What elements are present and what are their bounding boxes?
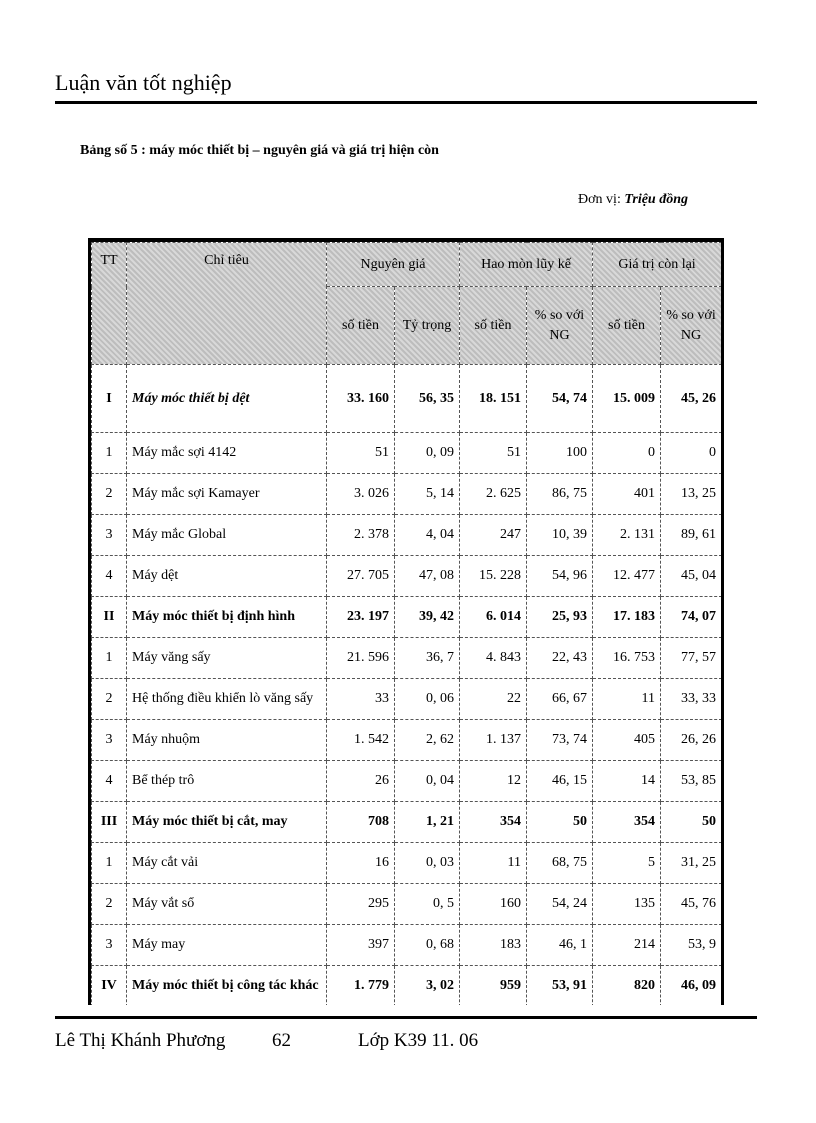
table-row bbox=[92, 802, 722, 843]
unit-value: Triệu đồng bbox=[624, 192, 688, 207]
pct-line2: NG bbox=[549, 327, 570, 343]
pct-line1: % so với bbox=[666, 307, 716, 323]
cell-nguyen-gia: 21. 596 bbox=[327, 638, 395, 679]
cell-ty-trong: 47, 08 bbox=[395, 556, 460, 597]
table-row bbox=[92, 720, 722, 761]
cell-gia-tri: 12. 477 bbox=[593, 556, 661, 597]
table-row bbox=[92, 843, 722, 884]
table-row bbox=[92, 433, 722, 474]
page-header-title: Luận văn tốt nghiệp bbox=[55, 70, 232, 95]
cell-gia-tri: 401 bbox=[593, 474, 661, 515]
cell-nguyen-gia: 51 bbox=[327, 433, 395, 474]
equipment-table bbox=[88, 238, 724, 1005]
cell-name: Máy may bbox=[127, 925, 327, 966]
unit-prefix: Đơn vị: bbox=[578, 192, 621, 207]
cell-gia-tri-pct: 89, 61 bbox=[661, 515, 722, 556]
header-so-tien: số tiền bbox=[327, 287, 395, 365]
cell-hao-mon: 959 bbox=[460, 966, 527, 1006]
table-row bbox=[92, 365, 722, 433]
cell-ty-trong: 0, 06 bbox=[395, 679, 460, 720]
cell-nguyen-gia: 708 bbox=[327, 802, 395, 843]
cell-nguyen-gia: 33. 160 bbox=[327, 365, 395, 433]
table-row bbox=[92, 679, 722, 720]
cell-nguyen-gia: 16 bbox=[327, 843, 395, 884]
cell-hao-mon-pct: 86, 75 bbox=[527, 474, 593, 515]
table-row bbox=[92, 761, 722, 802]
cell-hao-mon: 247 bbox=[460, 515, 527, 556]
table-row bbox=[92, 474, 722, 515]
cell-gia-tri-pct: 74, 07 bbox=[661, 597, 722, 638]
cell-gia-tri: 0 bbox=[593, 433, 661, 474]
cell-nguyen-gia: 33 bbox=[327, 679, 395, 720]
cell-gia-tri: 14 bbox=[593, 761, 661, 802]
cell-nguyen-gia: 1. 779 bbox=[327, 966, 395, 1006]
cell-tt: II bbox=[92, 597, 127, 638]
header-tt: TT bbox=[92, 243, 127, 365]
cell-tt: 3 bbox=[92, 720, 127, 761]
cell-gia-tri-pct: 31, 25 bbox=[661, 843, 722, 884]
cell-nguyen-gia: 26 bbox=[327, 761, 395, 802]
cell-hao-mon-pct: 66, 67 bbox=[527, 679, 593, 720]
cell-gia-tri: 2. 131 bbox=[593, 515, 661, 556]
table-caption: Bảng số 5 : máy móc thiết bị – nguyên giá và giá trị hiện còn bbox=[80, 143, 439, 158]
cell-ty-trong: 0, 09 bbox=[395, 433, 460, 474]
cell-gia-tri-pct: 13, 25 bbox=[661, 474, 722, 515]
cell-nguyen-gia: 23. 197 bbox=[327, 597, 395, 638]
cell-hao-mon-pct: 53, 91 bbox=[527, 966, 593, 1006]
cell-gia-tri: 135 bbox=[593, 884, 661, 925]
cell-name: Máy vắt sổ bbox=[127, 884, 327, 925]
cell-hao-mon: 2. 625 bbox=[460, 474, 527, 515]
cell-hao-mon: 183 bbox=[460, 925, 527, 966]
cell-tt: 1 bbox=[92, 843, 127, 884]
cell-gia-tri: 17. 183 bbox=[593, 597, 661, 638]
footer-page-number: 62 bbox=[272, 1030, 291, 1051]
cell-gia-tri: 11 bbox=[593, 679, 661, 720]
table-row bbox=[92, 597, 722, 638]
cell-name: Máy cắt vải bbox=[127, 843, 327, 884]
cell-gia-tri-pct: 46, 09 bbox=[661, 966, 722, 1006]
header-pct-ng bbox=[527, 287, 593, 365]
cell-nguyen-gia: 2. 378 bbox=[327, 515, 395, 556]
cell-ty-trong: 0, 68 bbox=[395, 925, 460, 966]
table-row bbox=[92, 638, 722, 679]
header-chi-tieu: Chỉ tiêu bbox=[127, 243, 327, 365]
unit-label bbox=[578, 192, 688, 208]
cell-gia-tri-pct: 53, 9 bbox=[661, 925, 722, 966]
cell-gia-tri-pct: 45, 76 bbox=[661, 884, 722, 925]
cell-name: Máy nhuộm bbox=[127, 720, 327, 761]
cell-hao-mon-pct: 25, 93 bbox=[527, 597, 593, 638]
cell-hao-mon-pct: 100 bbox=[527, 433, 593, 474]
cell-gia-tri: 820 bbox=[593, 966, 661, 1006]
header-so-tien: số tiền bbox=[593, 287, 661, 365]
cell-ty-trong: 3, 02 bbox=[395, 966, 460, 1006]
cell-tt: 2 bbox=[92, 679, 127, 720]
footer-author: Lê Thị Khánh Phương bbox=[55, 1030, 226, 1051]
cell-tt: 3 bbox=[92, 925, 127, 966]
cell-ty-trong: 2, 62 bbox=[395, 720, 460, 761]
cell-gia-tri-pct: 0 bbox=[661, 433, 722, 474]
cell-ty-trong: 56, 35 bbox=[395, 365, 460, 433]
header-so-tien: số tiền bbox=[460, 287, 527, 365]
cell-name: Bể thép trô bbox=[127, 761, 327, 802]
cell-hao-mon-pct: 46, 15 bbox=[527, 761, 593, 802]
cell-hao-mon-pct: 54, 96 bbox=[527, 556, 593, 597]
cell-ty-trong: 1, 21 bbox=[395, 802, 460, 843]
cell-hao-mon: 354 bbox=[460, 802, 527, 843]
cell-ty-trong: 0, 04 bbox=[395, 761, 460, 802]
cell-name: Máy văng sấy bbox=[127, 638, 327, 679]
header-gia-tri-con-lai: Giá trị còn lại bbox=[593, 243, 722, 287]
cell-name: Máy móc thiết bị định hình bbox=[127, 597, 327, 638]
cell-gia-tri: 15. 009 bbox=[593, 365, 661, 433]
cell-gia-tri-pct: 77, 57 bbox=[661, 638, 722, 679]
cell-gia-tri-pct: 50 bbox=[661, 802, 722, 843]
cell-nguyen-gia: 3. 026 bbox=[327, 474, 395, 515]
cell-hao-mon: 4. 843 bbox=[460, 638, 527, 679]
cell-hao-mon: 12 bbox=[460, 761, 527, 802]
cell-gia-tri: 5 bbox=[593, 843, 661, 884]
cell-nguyen-gia: 1. 542 bbox=[327, 720, 395, 761]
cell-gia-tri-pct: 45, 26 bbox=[661, 365, 722, 433]
cell-tt: 1 bbox=[92, 433, 127, 474]
cell-hao-mon: 22 bbox=[460, 679, 527, 720]
header-hao-mon: Hao mòn lũy kế bbox=[460, 243, 593, 287]
table-row bbox=[92, 884, 722, 925]
cell-hao-mon-pct: 73, 74 bbox=[527, 720, 593, 761]
cell-nguyen-gia: 27. 705 bbox=[327, 556, 395, 597]
cell-ty-trong: 39, 42 bbox=[395, 597, 460, 638]
cell-tt: 3 bbox=[92, 515, 127, 556]
cell-name: Máy móc thiết bị cắt, may bbox=[127, 802, 327, 843]
cell-name: Máy móc thiết bị công tác khác bbox=[127, 966, 327, 1006]
cell-ty-trong: 36, 7 bbox=[395, 638, 460, 679]
cell-hao-mon: 1. 137 bbox=[460, 720, 527, 761]
cell-hao-mon-pct: 50 bbox=[527, 802, 593, 843]
pct-line1: % so với bbox=[534, 307, 585, 323]
cell-gia-tri: 405 bbox=[593, 720, 661, 761]
cell-hao-mon: 160 bbox=[460, 884, 527, 925]
cell-gia-tri: 214 bbox=[593, 925, 661, 966]
cell-ty-trong: 5, 14 bbox=[395, 474, 460, 515]
table-row bbox=[92, 556, 722, 597]
cell-gia-tri: 16. 753 bbox=[593, 638, 661, 679]
table-row bbox=[92, 925, 722, 966]
cell-tt: III bbox=[92, 802, 127, 843]
cell-name: Máy mắc Global bbox=[127, 515, 327, 556]
cell-hao-mon-pct: 10, 39 bbox=[527, 515, 593, 556]
table-row bbox=[92, 515, 722, 556]
cell-nguyen-gia: 397 bbox=[327, 925, 395, 966]
header-pct-ng bbox=[661, 287, 722, 365]
cell-ty-trong: 4, 04 bbox=[395, 515, 460, 556]
header-rule bbox=[55, 101, 757, 104]
cell-hao-mon-pct: 46, 1 bbox=[527, 925, 593, 966]
footer-rule bbox=[55, 1016, 757, 1019]
cell-gia-tri-pct: 45, 04 bbox=[661, 556, 722, 597]
cell-hao-mon: 51 bbox=[460, 433, 527, 474]
cell-ty-trong: 0, 5 bbox=[395, 884, 460, 925]
cell-gia-tri-pct: 33, 33 bbox=[661, 679, 722, 720]
cell-name: Máy móc thiết bị dệt bbox=[127, 365, 327, 433]
cell-hao-mon: 6. 014 bbox=[460, 597, 527, 638]
cell-name: Hệ thống điều khiển lò văng sấy bbox=[127, 679, 327, 720]
cell-hao-mon-pct: 54, 24 bbox=[527, 884, 593, 925]
cell-name: Máy mắc sợi Kamayer bbox=[127, 474, 327, 515]
pct-line2: NG bbox=[680, 327, 702, 343]
cell-hao-mon: 18. 151 bbox=[460, 365, 527, 433]
cell-nguyen-gia: 295 bbox=[327, 884, 395, 925]
cell-name: Máy dệt bbox=[127, 556, 327, 597]
table-row bbox=[92, 966, 722, 1006]
cell-gia-tri-pct: 26, 26 bbox=[661, 720, 722, 761]
footer-class: Lớp K39 11. 06 bbox=[358, 1030, 479, 1051]
cell-hao-mon-pct: 68, 75 bbox=[527, 843, 593, 884]
cell-tt: 2 bbox=[92, 474, 127, 515]
cell-name: Máy mắc sợi 4142 bbox=[127, 433, 327, 474]
cell-tt: 4 bbox=[92, 556, 127, 597]
cell-tt: 2 bbox=[92, 884, 127, 925]
cell-ty-trong: 0, 03 bbox=[395, 843, 460, 884]
cell-hao-mon: 15. 228 bbox=[460, 556, 527, 597]
cell-tt: I bbox=[92, 365, 127, 433]
cell-tt: IV bbox=[92, 966, 127, 1006]
cell-hao-mon-pct: 22, 43 bbox=[527, 638, 593, 679]
cell-tt: 4 bbox=[92, 761, 127, 802]
cell-hao-mon: 11 bbox=[460, 843, 527, 884]
cell-gia-tri-pct: 53, 85 bbox=[661, 761, 722, 802]
header-nguyen-gia: Nguyên giá bbox=[327, 243, 460, 287]
cell-gia-tri: 354 bbox=[593, 802, 661, 843]
cell-hao-mon-pct: 54, 74 bbox=[527, 365, 593, 433]
cell-tt: 1 bbox=[92, 638, 127, 679]
header-ty-trong: Tỷ trọng bbox=[395, 287, 460, 365]
